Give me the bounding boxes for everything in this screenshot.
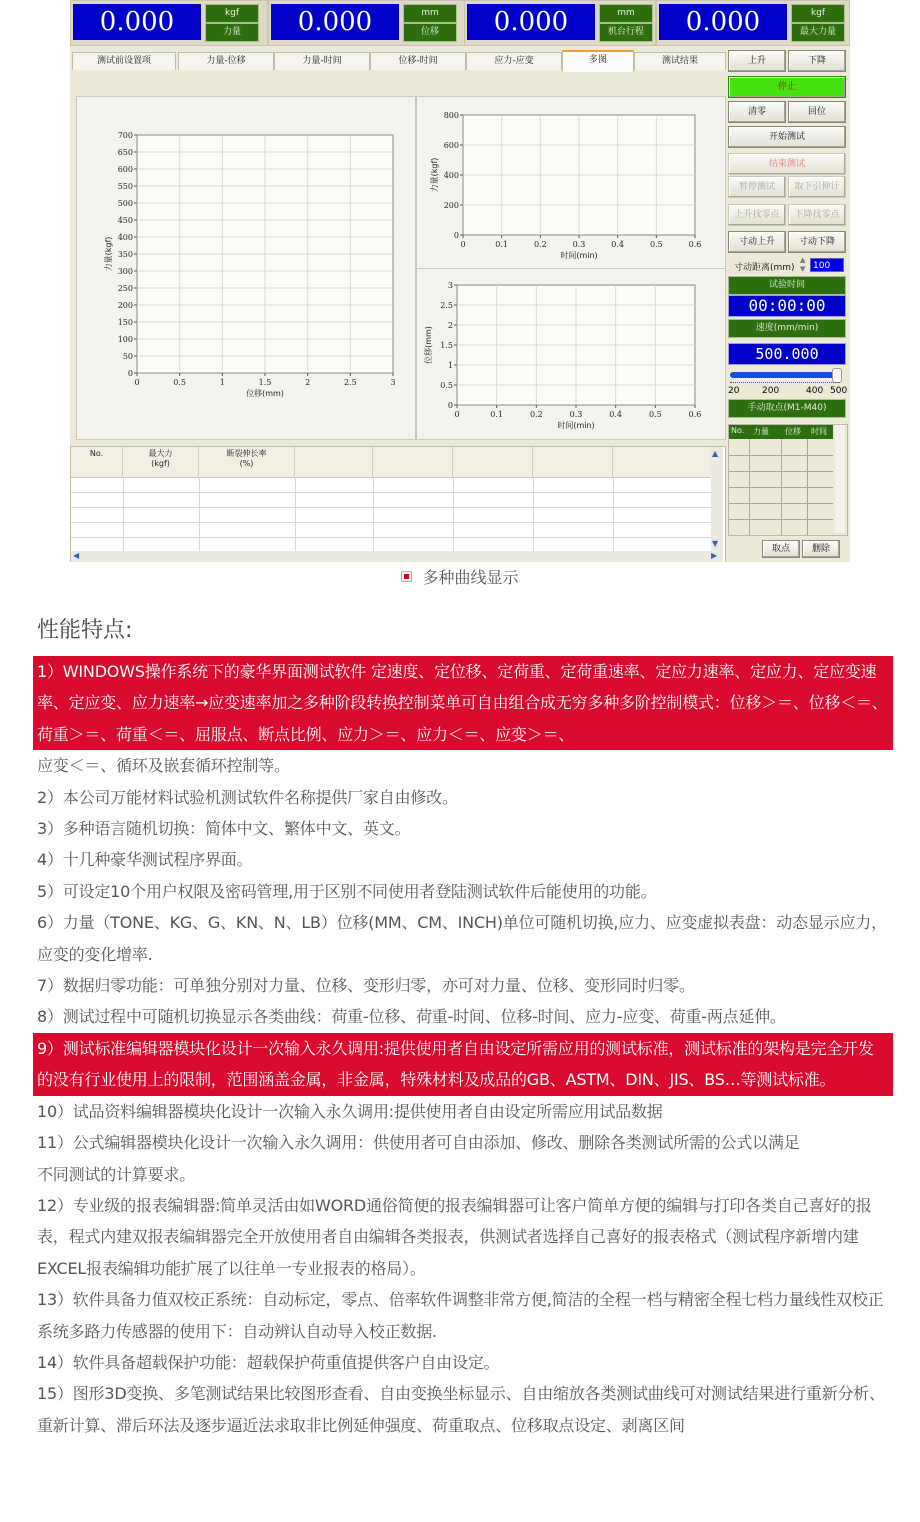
- column-header-empty: [613, 447, 711, 477]
- chart-panel-force-time: [416, 96, 726, 270]
- end-test-button[interactable]: 结束测试: [728, 153, 846, 175]
- section-heading: 性能特点:: [37, 618, 133, 643]
- speed-slider[interactable]: [730, 372, 840, 378]
- row-divider: [729, 487, 833, 488]
- spin-down-icon[interactable]: ▼: [800, 265, 806, 273]
- scroll-down-icon[interactable]: ▼: [712, 539, 719, 548]
- x-tick-label: 2.5: [343, 378, 357, 387]
- chart-panel-force-displacement: [76, 96, 416, 440]
- x-tick-label: 0.1: [495, 240, 509, 249]
- pause-test-button[interactable]: 暂停测试: [728, 176, 786, 198]
- y-tick-label: 550: [117, 182, 133, 191]
- readout-label: 力量: [205, 23, 259, 42]
- x-tick-label: 0.4: [609, 410, 623, 419]
- down-button[interactable]: 下降: [788, 50, 846, 72]
- point-table-scrollbar[interactable]: [835, 425, 845, 533]
- y-tick-label: 3: [447, 281, 453, 290]
- feature-paragraph: 14）软件具备超载保护功能：超载保护荷重值提供客户自由设定。: [37, 1352, 500, 1372]
- feature-paragraph: 4）十几种豪华测试程序界面。: [37, 850, 253, 870]
- feature-paragraph: 13）软件具备力值双校正系统：自动标定，零点、倍率软件调整非常方便,简洁的全程一档与精密全程七档力量线性双校正系统多路力传感器的使用下：自动辨认自动导入校正数据.: [37, 1290, 884, 1341]
- slider-ticks: [730, 382, 840, 386]
- feature-paragraph: 12）专业级的报表编辑器:简单灵活由如WORD通俗简便的报表编辑器可让客户简单方便的编辑与打印各类自己喜好的报表，程式内建双报表编辑器完全开放使用者自由编辑各类报表，供测试者选择自己喜好的报表格式（测试程序新增内建EXCEL报表编辑功能扩展了以往单一专业报表的格局）。: [37, 1195, 872, 1278]
- manual-point-label: 手动取点(M1-M40): [728, 399, 846, 418]
- chart-displacement-time: [417, 269, 725, 439]
- scroll-left-icon[interactable]: ◀: [73, 551, 80, 560]
- test-time-display: 00:00:00: [728, 295, 846, 317]
- take-point-button[interactable]: 取点: [762, 540, 800, 558]
- feature-paragraph: 9）测试标准编辑器模块化设计一次输入永久调用:提供使用者自由设定所需应用的测试标准，测试标准的架构是完全开发的没有行业使用上的限制，范围涵盖金属，非金属，特殊材料及成品的GB、ASTM、DIN、JIS、BS…等测试标准。: [33, 1033, 893, 1096]
- y-tick-label: 500: [117, 199, 133, 208]
- scroll-up-icon[interactable]: ▲: [712, 449, 719, 458]
- row-divider: [729, 519, 833, 520]
- y-tick-label: 250: [117, 284, 133, 293]
- x-tick-label: 1.5: [258, 378, 272, 387]
- column-divider: [613, 477, 614, 551]
- feature-paragraph: 6）力量（TONE、KG、G、KN、N、LB）位移(MM、CM、INCH)单位可随机切换,应力、应变虚拟表盘：动态显示应力，应变的变化增率.: [37, 913, 887, 964]
- jog-up-button[interactable]: 寸动上升: [728, 231, 786, 253]
- slider-tick-label: 200: [762, 386, 780, 396]
- feature-paragraph: 8）测试过程中可随机切换显示各类曲线：荷重-位移、荷重-时间、位移-时间、应力-应变、荷重-两点延伸。: [37, 1007, 786, 1027]
- readout-value: 0.000: [467, 4, 595, 40]
- y-tick-label: 2: [447, 321, 453, 330]
- y-tick-label: 600: [443, 141, 459, 150]
- readout-displacement: [268, 0, 466, 46]
- spin-up-icon[interactable]: ▲: [800, 256, 806, 264]
- x-tick-label: 0.3: [569, 410, 583, 419]
- tab-force-displacement[interactable]: 力量-位移: [178, 52, 274, 70]
- column-header-empty: [453, 447, 533, 477]
- speed-label: 速度(mm/min): [728, 319, 846, 338]
- caption-text: 多种曲线显示: [422, 568, 519, 587]
- readout-unit: kgf: [791, 4, 845, 23]
- row-divider: [729, 503, 833, 504]
- software-screenshot: [70, 0, 850, 562]
- x-tick-label: 0.4: [611, 240, 625, 249]
- tab-bar: [70, 50, 726, 70]
- y-tick-label: 150: [117, 318, 133, 327]
- y-tick-label: 450: [117, 216, 133, 225]
- horizontal-scrollbar[interactable]: [71, 551, 723, 562]
- column-header-empty: [295, 447, 373, 477]
- point-table: [728, 424, 848, 536]
- y-tick-label: 200: [117, 301, 133, 310]
- control-panel: [726, 46, 850, 562]
- feature-paragraph: 11）公式编辑器模块化设计一次输入永久调用：供使用者可自由添加、修改、删除各类测试所需的公式以满足: [37, 1133, 800, 1153]
- y-tick-label: 400: [117, 233, 133, 242]
- column-header-force: 力量: [753, 427, 769, 436]
- column-divider: [453, 477, 454, 551]
- chart-force-displacement: [77, 97, 415, 439]
- y-tick-label: 650: [117, 148, 133, 157]
- readout-machine-travel: [464, 0, 656, 46]
- speed-display: 500.000: [728, 343, 846, 365]
- y-tick-label: 600: [117, 165, 133, 174]
- feature-paragraph: 1）WINDOWS操作系统下的豪华界面测试软件 定速度、定位移、定荷重、定荷重速率、定应力速率、定应力、定应变速率、定应变、应力速率→应变速率加之多种阶段转换控制菜单可自由组合成无穷多种多阶控制模式：位移＞＝、位移＜＝、荷重＞＝、荷重＜＝、屈服点、断点比例、应力＞＝、应力＜＝、应变＞＝、: [33, 656, 893, 750]
- results-table: [70, 446, 726, 562]
- slider-tick-label: 20: [728, 386, 740, 396]
- readout-label: 最大力量: [791, 23, 845, 42]
- column-header-empty: [373, 447, 453, 477]
- column-header-no: No.: [71, 447, 123, 477]
- x-tick-label: 0: [134, 378, 140, 387]
- y-tick-label: 350: [117, 250, 133, 259]
- column-header-time: 时间: [811, 427, 827, 436]
- feature-paragraph: 2）本公司万能材料试验机测试软件名称提供厂家自由修改。: [37, 787, 458, 807]
- slider-tick-label: 400: [806, 386, 824, 396]
- up-find-zero-button[interactable]: 上升找零点: [728, 204, 786, 226]
- x-axis-label: 时间(min): [560, 251, 598, 260]
- y-tick-label: 700: [117, 131, 133, 140]
- column-divider: [123, 477, 124, 551]
- delete-button[interactable]: 删除: [802, 540, 840, 558]
- vertical-scrollbar[interactable]: [711, 447, 723, 551]
- readout-label: 位移: [403, 23, 457, 42]
- readout-unit: mm: [599, 4, 653, 23]
- jog-distance-label: 寸动距离(mm): [734, 263, 795, 273]
- bullet-square-icon: [401, 571, 412, 582]
- reset-button[interactable]: 回位: [788, 101, 846, 123]
- column-header-no: No.: [731, 426, 745, 435]
- remove-extensometer-button[interactable]: 取下引伸计: [788, 176, 846, 198]
- x-tick-label: 2: [305, 378, 311, 387]
- table-row[interactable]: [71, 492, 711, 508]
- column-header-max-force: 最大力 (kgf): [123, 447, 199, 477]
- speed-slider-thumb[interactable]: [832, 368, 842, 383]
- up-button[interactable]: 上升: [728, 50, 786, 72]
- column-divider: [295, 477, 296, 551]
- x-tick-label: 0.1: [490, 410, 504, 419]
- y-axis-label: 力量(kgf): [430, 157, 439, 193]
- y-tick-label: 0: [127, 369, 133, 378]
- y-tick-label: 1.5: [440, 341, 453, 350]
- column-divider: [199, 477, 200, 551]
- column-header-displacement: 位移: [785, 427, 801, 436]
- tab-force-time[interactable]: 力量-时间: [274, 52, 370, 70]
- stop-button[interactable]: 停止: [728, 76, 846, 98]
- readout-bar: [70, 0, 850, 46]
- figure-caption: [0, 566, 920, 590]
- feature-paragraph: 7）数据归零功能：可单独分别对力量、位移、变形归零，亦可对力量、位移、变形同时归零。: [37, 976, 695, 996]
- chart-panel-displacement-time: [416, 268, 726, 440]
- table-row[interactable]: [71, 522, 711, 538]
- chart-force-time: [417, 97, 725, 269]
- feature-list: [33, 656, 893, 1441]
- y-axis-label: 位移(mm): [424, 326, 433, 364]
- x-tick-label: 0.6: [688, 410, 702, 419]
- x-tick-label: 3: [390, 378, 396, 387]
- row-divider: [729, 455, 833, 456]
- x-axis-label: 位移(mm): [246, 389, 284, 398]
- slider-tick-label: 500: [830, 386, 848, 396]
- readout-unit: mm: [403, 4, 457, 23]
- feature-paragraph: 3）多种语言随机切换：简体中文、繁体中文、英文。: [37, 819, 411, 839]
- y-tick-label: 400: [443, 171, 459, 180]
- x-tick-label: 0.5: [649, 240, 663, 249]
- x-tick-label: 0.3: [572, 240, 586, 249]
- feature-paragraph: 不同测试的计算要求。: [37, 1164, 196, 1184]
- test-time-label: 试验时间: [728, 276, 846, 295]
- tab-stress-strain[interactable]: 应力-应变: [466, 52, 562, 70]
- y-tick-label: 200: [443, 201, 459, 210]
- y-tick-label: 0: [447, 401, 453, 410]
- readout-label: 机台行程: [599, 23, 653, 42]
- column-divider: [533, 477, 534, 551]
- y-axis-label: 力量(kgf): [104, 236, 113, 272]
- x-tick-label: 0.2: [533, 240, 547, 249]
- tab-multi-chart[interactable]: 多图: [562, 50, 634, 72]
- zero-button[interactable]: 清零: [728, 101, 786, 123]
- x-axis-label: 时间(min): [557, 421, 595, 430]
- readout-max-force: [656, 0, 850, 46]
- row-divider: [729, 471, 833, 472]
- tab-pre-test-settings[interactable]: 测试前设置项: [72, 52, 176, 70]
- x-tick-label: 0: [454, 410, 460, 419]
- x-tick-label: 0.5: [648, 410, 662, 419]
- scroll-right-icon[interactable]: ▶: [711, 551, 718, 560]
- tab-test-results[interactable]: 测试结果: [634, 52, 726, 70]
- readout-value: 0.000: [73, 4, 201, 40]
- results-table-header: [71, 447, 711, 478]
- y-tick-label: 50: [122, 352, 133, 361]
- column-header-empty: [533, 447, 613, 477]
- x-tick-label: 0: [460, 240, 466, 249]
- readout-unit: kgf: [205, 4, 259, 23]
- down-find-zero-button[interactable]: 下降找零点: [788, 204, 846, 226]
- speed-slider-fill: [730, 372, 840, 378]
- readout-value: 0.000: [659, 4, 787, 40]
- y-tick-label: 100: [117, 335, 133, 344]
- feature-paragraph: 应变＜＝、循环及嵌套循环控制等。: [37, 756, 290, 776]
- feature-paragraph: 10）试品资料编辑器模块化设计一次输入永久调用:提供使用者自由设定所需应用试品数据: [37, 1101, 663, 1121]
- y-tick-label: 300: [117, 267, 133, 276]
- column-divider: [373, 477, 374, 551]
- readout-value: 0.000: [271, 4, 399, 40]
- start-test-button[interactable]: 开始测试: [728, 126, 846, 148]
- point-table-header: [729, 425, 833, 439]
- x-tick-label: 0.6: [688, 240, 702, 249]
- tab-displacement-time[interactable]: 位移-时间: [370, 52, 466, 70]
- jog-distance-spinner[interactable]: [800, 256, 808, 274]
- y-tick-label: 1: [447, 361, 453, 370]
- x-tick-label: 0.5: [173, 378, 187, 387]
- column-header-elongation: 断裂伸长率 (%): [199, 447, 295, 477]
- jog-distance-input[interactable]: 100: [810, 258, 844, 272]
- table-row[interactable]: [71, 477, 711, 493]
- table-row[interactable]: [71, 507, 711, 523]
- y-tick-label: 0: [453, 231, 459, 240]
- y-tick-label: 800: [443, 111, 459, 120]
- jog-down-button[interactable]: 寸动下降: [788, 231, 846, 253]
- feature-paragraph: 15）图形3D变换、多笔测试结果比较图形查看、自由变换坐标显示、自由缩放各类测试曲线可对测试结果进行重新分析、重新计算、滞后环法及逐步逼近法求取非比例延伸强度、荷重取点、位移取点设定、剥离区间: [37, 1384, 885, 1435]
- y-tick-label: 2.5: [440, 301, 453, 310]
- x-tick-label: 1: [219, 378, 225, 387]
- y-tick-label: 0.5: [440, 381, 453, 390]
- readout-force: [70, 0, 268, 46]
- x-tick-label: 0.2: [529, 410, 543, 419]
- feature-paragraph: 5）可设定10个用户权限及密码管理,用于区别不同使用者登陆测试软件后能使用的功能。: [37, 881, 657, 901]
